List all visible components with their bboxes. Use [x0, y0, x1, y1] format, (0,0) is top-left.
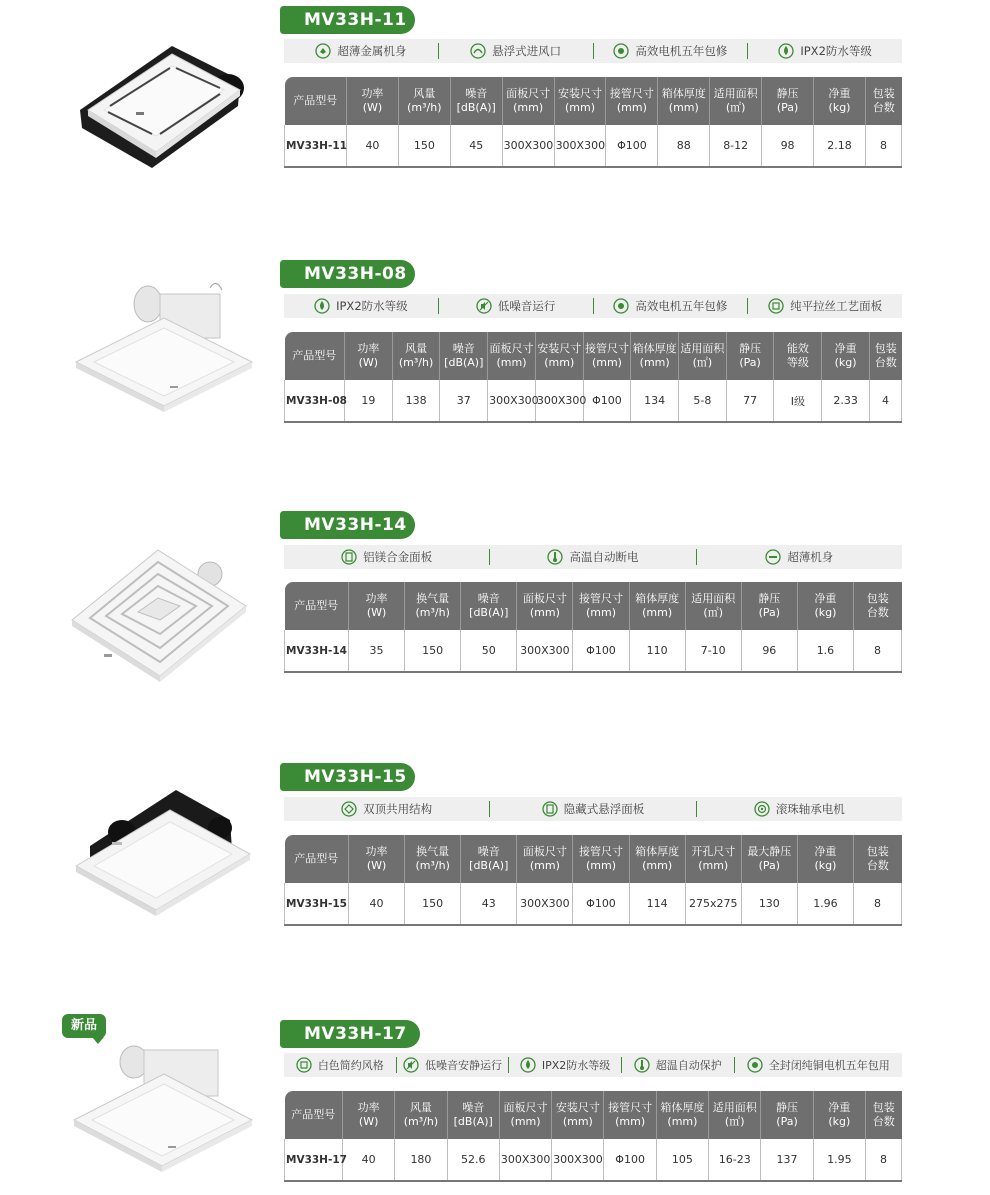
feature-item: [734, 1057, 902, 1073]
cell: 300X300: [488, 380, 536, 422]
col-header: 开孔尺寸 (mm): [685, 835, 741, 883]
feature-label: 双顶共用结构: [363, 802, 433, 816]
col-header: 接管尺寸 (mm): [573, 835, 629, 883]
new-product-badge: 新品: [62, 1014, 106, 1038]
col-header: 包装 台数: [866, 77, 902, 125]
cell: 40: [343, 1139, 395, 1181]
copper-motor-icon: [747, 1057, 763, 1073]
cell: 16-23: [709, 1139, 761, 1181]
col-header: 功率 (W): [345, 332, 393, 380]
model-tag: MV33H-15: [280, 763, 415, 791]
cell: 180: [395, 1139, 447, 1181]
cell: MV33H-08: [285, 380, 345, 422]
feature-label: 高效电机五年包修: [635, 44, 728, 58]
cell: 1.6: [797, 630, 853, 672]
col-header: 净重 (kg): [813, 1091, 865, 1139]
col-header: 适用面积 (㎡): [709, 1091, 761, 1139]
cell: 300X300: [499, 1139, 551, 1181]
col-header: 面板尺寸 (mm): [499, 1091, 551, 1139]
cell: 150: [405, 630, 461, 672]
spec-table: [284, 332, 902, 423]
col-header: 风量 (m³/h): [398, 77, 450, 125]
cell: 114: [629, 883, 685, 925]
product-image-mv33h-11: [60, 18, 260, 188]
spec-table: [284, 835, 902, 926]
col-header: 接管尺寸 (mm): [573, 582, 629, 630]
col-header: 最大静压 (Pa): [741, 835, 797, 883]
feature-label: IPX2防水等级: [336, 299, 408, 313]
cell: 7-10: [685, 630, 741, 672]
cell: 150: [405, 883, 461, 925]
feature-bar: [284, 797, 902, 821]
feature-bar: [284, 39, 902, 63]
col-header: 净重 (kg): [797, 582, 853, 630]
col-header: 接管尺寸 (mm): [606, 77, 658, 125]
cell: 1.96: [797, 883, 853, 925]
feature-label: 低噪音安静运行: [424, 1059, 502, 1072]
col-header: 包装 台数: [854, 835, 902, 883]
feature-label: IPX2防水等级: [541, 1059, 611, 1072]
feature-item: [696, 549, 902, 565]
feature-item: [747, 298, 902, 314]
feature-label: 超温自动保护: [655, 1059, 722, 1072]
feature-label: 隐藏式悬浮面板: [563, 802, 645, 816]
col-header: 净重 (kg): [814, 77, 866, 125]
cell: 40: [349, 883, 405, 925]
col-header: 静压 (Pa): [762, 77, 814, 125]
col-header: 面板尺寸 (mm): [502, 77, 554, 125]
col-header: 接管尺寸 (mm): [583, 332, 631, 380]
feature-label: 滚珠轴承电机: [775, 802, 845, 816]
col-header: 安装尺寸 (mm): [552, 1091, 604, 1139]
cell: MV33H-17: [285, 1139, 343, 1181]
cell: 150: [398, 125, 450, 167]
cell: 40: [347, 125, 399, 167]
col-header: 箱体厚度 (mm): [629, 835, 685, 883]
spec-value-row: [285, 630, 902, 672]
waterproof-icon: [778, 43, 794, 59]
spec-table: [284, 582, 902, 673]
col-header: 净重 (kg): [822, 332, 870, 380]
col-header: 接管尺寸 (mm): [604, 1091, 656, 1139]
col-header: 安装尺寸 (mm): [554, 77, 606, 125]
spec-value-row: [285, 125, 902, 167]
cell: Φ100: [573, 630, 629, 672]
col-header: 面板尺寸 (mm): [517, 582, 573, 630]
hidden-panel-icon: [542, 801, 558, 817]
cell: Φ100: [606, 125, 658, 167]
feature-item: [489, 549, 695, 565]
product-image-mv33h-08: [60, 278, 260, 448]
cell: 19: [345, 380, 393, 422]
cell: 300X300: [554, 125, 606, 167]
spec-header-row: [285, 332, 902, 380]
feature-label: 超薄机身: [787, 550, 834, 564]
cell: 275x275: [685, 883, 741, 925]
col-header: 产品型号: [285, 1091, 343, 1139]
spec-header-row: [285, 582, 902, 630]
cell: 105: [656, 1139, 708, 1181]
cell: 130: [741, 883, 797, 925]
cell: 35: [349, 630, 405, 672]
col-header: 功率 (W): [349, 835, 405, 883]
cell: 77: [726, 380, 774, 422]
cell: 8-12: [710, 125, 762, 167]
col-header: 静压 (Pa): [761, 1091, 813, 1139]
col-header: 适用面积 (㎡): [710, 77, 762, 125]
cell: 110: [629, 630, 685, 672]
col-header: 噪音 [dB(A)]: [450, 77, 502, 125]
cell: Φ100: [583, 380, 631, 422]
col-header: 包装 台数: [866, 1091, 902, 1139]
overheat-protect-icon: [634, 1057, 650, 1073]
floating-inlet-icon: [470, 43, 486, 59]
feature-bar: [284, 545, 902, 569]
feature-item: [284, 43, 438, 59]
cell: 300X300: [552, 1139, 604, 1181]
cell: MV33H-15: [285, 883, 349, 925]
col-header: 适用面积 (㎡): [679, 332, 727, 380]
feature-label: 超薄金属机身: [337, 44, 407, 58]
model-tag: MV33H-17: [280, 1020, 420, 1048]
feature-item: [621, 1057, 734, 1073]
col-header: 箱体厚度 (mm): [629, 582, 685, 630]
col-header: 功率 (W): [347, 77, 399, 125]
col-header: 适用面积 (㎡): [685, 582, 741, 630]
feature-item: [284, 1057, 396, 1073]
feature-label: 纯平拉丝工艺面板: [790, 299, 883, 313]
col-header: 换气量 (m³/h): [405, 582, 461, 630]
cell: 2.33: [822, 380, 870, 422]
col-header: 包装 台数: [854, 582, 902, 630]
col-header: 静压 (Pa): [726, 332, 774, 380]
col-header: 风量 (m³/h): [395, 1091, 447, 1139]
feature-label: 全封闭纯铜电机五年包用: [768, 1059, 890, 1072]
cell: MV33H-11: [285, 125, 347, 167]
cell: 300X300: [535, 380, 583, 422]
product-image-mv33h-17: [60, 1040, 260, 1190]
feature-item: [593, 43, 748, 59]
cell: Φ100: [604, 1139, 656, 1181]
spec-value-row: [285, 1139, 902, 1181]
col-header: 包装 台数: [870, 332, 902, 380]
feature-bar: [284, 1053, 902, 1077]
cell: MV33H-14: [285, 630, 349, 672]
col-header: 面板尺寸 (mm): [488, 332, 536, 380]
cell: 45: [450, 125, 502, 167]
feature-item: [284, 298, 438, 314]
cell: 134: [631, 380, 679, 422]
cell: 96: [741, 630, 797, 672]
low-noise-icon: [476, 298, 492, 314]
cell: Φ100: [573, 883, 629, 925]
feature-label: 高效电机五年包修: [635, 299, 728, 313]
feature-bar: [284, 294, 902, 318]
feature-label: IPX2防水等级: [800, 44, 872, 58]
col-header: 噪音 [dB(A)]: [461, 835, 517, 883]
feature-item: [284, 801, 489, 817]
col-header: 箱体厚度 (mm): [631, 332, 679, 380]
spec-table: [284, 1091, 902, 1182]
dual-ceiling-icon: [341, 801, 357, 817]
product-image-mv33h-14: [60, 536, 260, 706]
cell: 98: [762, 125, 814, 167]
feature-item: [284, 549, 489, 565]
model-tag: MV33H-08: [280, 260, 415, 288]
col-header: 功率 (W): [349, 582, 405, 630]
cell: 4: [870, 380, 902, 422]
cell: 8: [866, 125, 902, 167]
thermal-cutoff-icon: [547, 549, 563, 565]
cell: 8: [866, 1139, 902, 1181]
cell: 5-8: [679, 380, 727, 422]
feature-item: [747, 43, 902, 59]
cell: 8: [854, 630, 902, 672]
white-style-icon: [296, 1057, 312, 1073]
col-header: 箱体厚度 (mm): [658, 77, 710, 125]
spec-header-row: [285, 1091, 902, 1139]
spec-table: [284, 77, 902, 168]
feature-label: 高温自动断电: [569, 550, 639, 564]
alloy-panel-icon: [341, 549, 357, 565]
col-header: 功率 (W): [343, 1091, 395, 1139]
col-header: 静压 (Pa): [741, 582, 797, 630]
model-tag: MV33H-14: [280, 511, 415, 539]
spec-header-row: [285, 835, 902, 883]
cell: 8: [854, 883, 902, 925]
metal-body-icon: [315, 43, 331, 59]
low-noise-icon: [403, 1057, 419, 1073]
col-header: 噪音 [dB(A)]: [461, 582, 517, 630]
feature-item: [438, 298, 593, 314]
col-header: 净重 (kg): [797, 835, 853, 883]
waterproof-icon: [520, 1057, 536, 1073]
product-image-mv33h-15: [60, 780, 260, 950]
cell: 138: [392, 380, 440, 422]
feature-item: [593, 298, 748, 314]
feature-item: [396, 1057, 509, 1073]
col-header: 箱体厚度 (mm): [656, 1091, 708, 1139]
col-header: 噪音 [dB(A)]: [447, 1091, 499, 1139]
model-tag: MV33H-11: [280, 6, 415, 34]
cell: 300X300: [517, 883, 573, 925]
cell: 300X300: [517, 630, 573, 672]
feature-item: [508, 1057, 621, 1073]
col-header: 安装尺寸 (mm): [535, 332, 583, 380]
cell: 137: [761, 1139, 813, 1181]
brushed-panel-icon: [768, 298, 784, 314]
cell: 37: [440, 380, 488, 422]
cell: 88: [658, 125, 710, 167]
col-header: 产品型号: [285, 332, 345, 380]
col-header: 换气量 (m³/h): [405, 835, 461, 883]
col-header: 产品型号: [285, 835, 349, 883]
feature-label: 低噪音运行: [497, 299, 556, 313]
col-header: 面板尺寸 (mm): [517, 835, 573, 883]
col-header: 风量 (m³/h): [392, 332, 440, 380]
col-header: 能效 等级: [774, 332, 822, 380]
cell: 300X300: [502, 125, 554, 167]
feature-label: 白色简约风格: [317, 1059, 384, 1072]
col-header: 噪音 [dB(A)]: [440, 332, 488, 380]
waterproof-icon: [314, 298, 330, 314]
cell: 1.95: [813, 1139, 865, 1181]
feature-item: [489, 801, 695, 817]
spec-header-row: [285, 77, 902, 125]
feature-item: [696, 801, 902, 817]
col-header: 产品型号: [285, 77, 347, 125]
cell: 52.6: [447, 1139, 499, 1181]
col-header: 产品型号: [285, 582, 349, 630]
spec-value-row: [285, 883, 902, 925]
motor-warranty-icon: [613, 298, 629, 314]
feature-label: 悬浮式进风口: [492, 44, 562, 58]
cell: 43: [461, 883, 517, 925]
cell: 50: [461, 630, 517, 672]
feature-label: 铝镁合金面板: [363, 550, 433, 564]
motor-warranty-icon: [613, 43, 629, 59]
spec-value-row: [285, 380, 902, 422]
feature-item: [438, 43, 593, 59]
cell: 2.18: [814, 125, 866, 167]
ball-bearing-icon: [754, 801, 770, 817]
cell: Ⅰ级: [774, 380, 822, 422]
slim-body-icon: [765, 549, 781, 565]
